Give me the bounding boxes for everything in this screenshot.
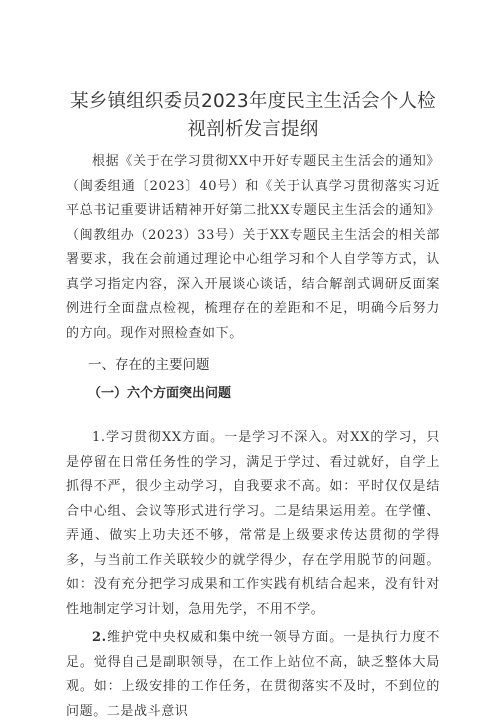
item-2-number: 2. <box>92 630 107 645</box>
item-2-paragraph <box>66 626 440 724</box>
intro-paragraph: 根据《关于在学习贯彻XX中开好专题民主生活会的通知》（闽委组通〔2023〕40号）和《关于认真学习贯彻落实习近平总书记重要讲话精神开好第二批XX专题民主生活会的通知》（闽教组办（2023）33号）关于XX专题民主生活会的相关部署要求，我在会前通过理论中心组学习和个人自学等方式，认真学习指定内容，深入开展谈心谈话，结合解剖式调研反面案例进行全面盘点检视，梳理存在的差距和不足，明确今后努力的方向。现作对照检查如下。 <box>66 154 440 341</box>
title-line-1: 某乡镇组织委员2023年度民主生活会个人检 <box>70 91 436 112</box>
document-title <box>66 88 440 144</box>
title-line-2: 视剖析发言提纲 <box>187 119 319 140</box>
item-1-paragraph: 1.学习贯彻XX方面。一是学习不深入。对XX的学习，只是停留在日常任务性的学习，满足于学过、看过就好，自学上抓得不严，很少主动学习，自我要求不高。如：平时仅仅是结合中心组、会议等形式进行学习。二是结果运用差。在学懂、弄通、做实上功夫还不够，常常是上级要求传达贯彻的学得多，与当前工作关联较少的就学得少，存在学用脱节的问题。如：没有充分把学习成果和工作实践有机结合起来，没有针对性地制定学习计划，急用先学，不用不学。 <box>66 430 440 617</box>
subsection-heading-six-aspects: （一）六个方面突出问题 <box>88 386 232 401</box>
item-2-text: 维护党中央权威和集中统一领导方面。一是执行力度不足。觉得自己是副职领导，在工作上站位不高，缺乏整体大局观。如：上级安排的工作任务，在贯彻落实不及时，不到位的问题。二是战斗意识 <box>66 630 440 719</box>
section-heading-problems: 一、存在的主要问题 <box>88 357 210 373</box>
